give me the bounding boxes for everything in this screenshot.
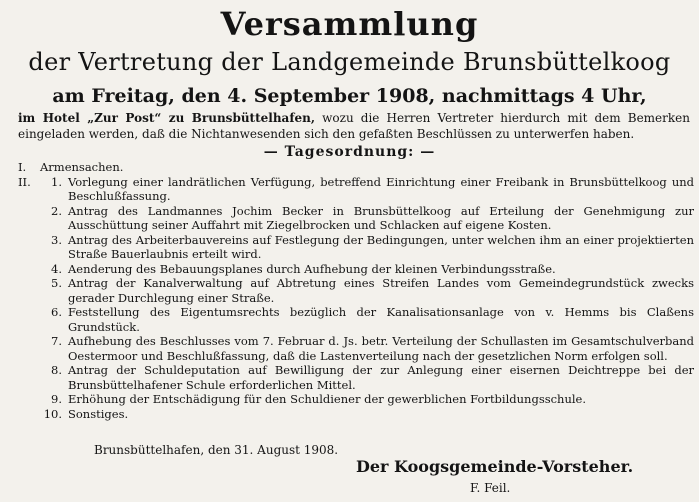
invitation-text: wozu die Herren Vertreter hierdurch mit dem Bemerken eingeladen werden, daß die Nichtanwesenden sich den gefaßten Beschlüssen zu unterwerfen haben. xyxy=(18,111,690,141)
item-number: 7. xyxy=(51,334,62,348)
agenda-section-2 xyxy=(18,175,694,422)
notice-title: Versammlung xyxy=(220,5,479,43)
meeting-dateline: am Freitag, den 4. September 1908, nachmittags 4 Uhr, xyxy=(52,85,647,107)
item-text: Sonstiges. xyxy=(68,406,129,421)
item-text: Vorlegung einer landrätlichen Verfügung, betreffend Einrichtung einer Freibank in Brunsbüttelkoog und Beschlußfassung. xyxy=(68,174,694,203)
item-number: 8. xyxy=(51,363,62,377)
item-text: Antrag des Arbeiterbauvereins auf Festlegung der Bedingungen, unter welchen ihm an einer projektierten Straße Bauerlaubnis erteilt wird. xyxy=(68,232,694,261)
item-number: 9. xyxy=(51,392,62,406)
item-number: 4. xyxy=(51,261,62,276)
notice-subtitle: der Vertretung der Landgemeinde Brunsbüttelkoog xyxy=(28,48,671,76)
item-text: Aenderung des Bebauungsplanes durch Aufhebung der kleinen Verbindungsstraße. xyxy=(68,261,556,276)
signatory-name: F. Feil. xyxy=(470,481,511,495)
agenda-item xyxy=(40,407,694,422)
agenda-section-1 xyxy=(18,160,694,175)
section-number: II. xyxy=(18,174,31,189)
item-number: 6. xyxy=(51,305,62,319)
agenda-item xyxy=(40,262,694,277)
agenda-item xyxy=(40,305,694,334)
item-number: 10. xyxy=(43,406,62,421)
section-text: Armensachen. xyxy=(40,160,124,174)
venue-text: im Hotel „Zur Post“ zu Brunsbüttelhafen, xyxy=(18,111,316,125)
signatory-title: Der Koogsgemeinde-Vorsteher. xyxy=(356,457,634,476)
item-number: 1. xyxy=(51,174,62,189)
agenda-list xyxy=(18,160,694,421)
agenda-item xyxy=(40,276,694,305)
item-text: Erhöhung der Entschädigung für den Schuldiener der gewerblichen Fortbildungsschule. xyxy=(68,392,587,406)
item-number: 2. xyxy=(51,203,62,218)
agenda-heading: — Tagesordnung: — xyxy=(263,144,436,160)
agenda-item xyxy=(40,233,694,262)
item-text: Aufhebung des Beschlusses vom 7. Februar d. Js. betr. Verteilung der Schullasten im Gesamtschulverband Oestermoor und Beschlußfassung, daß die Lastenverteilung nach der gesetzlichen Norm erfolgen soll. xyxy=(68,334,694,363)
agenda-item xyxy=(40,334,694,363)
place-date: Brunsbüttelhafen, den 31. August 1908. xyxy=(94,443,339,457)
agenda-item xyxy=(40,363,694,392)
agenda-item xyxy=(40,175,694,204)
invitation-paragraph xyxy=(18,110,690,142)
item-text: Antrag des Landmannes Jochim Becker in Brunsbüttelkoog auf Erteilung der Genehmigung zur Ausschüttung seiner Auffahrt mit Ziegelbrocken und Schlacken auf eigene Kosten. xyxy=(68,203,694,232)
section-number: I. xyxy=(18,160,27,174)
agenda-item xyxy=(40,392,694,407)
item-text: Feststellung des Eigentumsrechts bezüglich der Kanalisationsanlage von v. Hemms bis Claßens Grundstück. xyxy=(68,305,694,334)
agenda-item xyxy=(40,204,694,233)
item-text: Antrag der Kanalverwaltung auf Abtretung eines Streifen Landes vom Gemeindegrundstück zwecks gerader Durchlegung einer Straße. xyxy=(68,276,694,305)
item-number: 3. xyxy=(51,232,62,247)
item-text: Antrag der Schuldeputation auf Bewilligung der zur Anlegung einer eisernen Deichtreppe bei der Brunsbüttelhafener Schule erforderlichen Mittel. xyxy=(68,363,694,392)
item-number: 5. xyxy=(51,276,62,290)
